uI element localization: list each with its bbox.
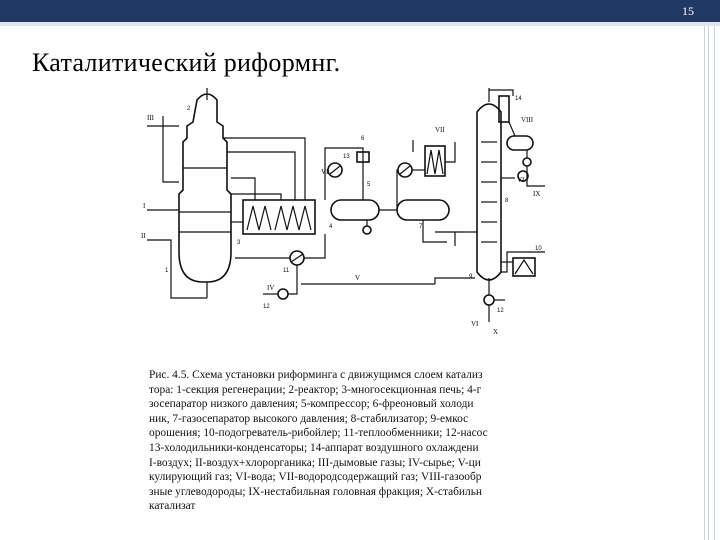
label-12b: 12: [497, 308, 504, 314]
figure-caption: [149, 368, 559, 514]
right-decorative-lines: [698, 26, 720, 540]
label-II: II: [141, 232, 146, 240]
scanned-figure: [135, 82, 560, 534]
caption-line: Рис. 4.5. Схема установки риформинга с движущимся слоем катализ: [149, 369, 483, 381]
label-4: 4: [329, 224, 333, 230]
label-3: 3: [237, 240, 241, 246]
label-IX: IX: [533, 190, 541, 198]
caption-line: кулирующий газ; VI-вода; VII-водородсодержащий газ; VIII-газообр: [149, 471, 482, 484]
bottoms-pump: [301, 278, 505, 322]
slide-title: Каталитический риформнг.: [32, 48, 341, 77]
label-VI: VI: [321, 168, 329, 176]
label-VIII: VIII: [521, 116, 534, 124]
label-11: 11: [283, 268, 290, 274]
slide-number: 15: [682, 4, 694, 18]
caption-line: I-воздух; II-воздух+хлорорганика; III-дымовые газы; IV-сырье; V-ци: [149, 456, 481, 469]
low-pressure-separator: [325, 148, 379, 234]
label-V: V: [355, 274, 361, 282]
label-5: 5: [367, 182, 371, 188]
caption-line: катализат: [149, 500, 196, 513]
label-6: 6: [361, 136, 365, 142]
header-band: [0, 0, 720, 26]
heat-exchanger-11: [235, 234, 325, 299]
process-flow-diagram: [135, 82, 560, 364]
label-III: III: [147, 114, 154, 122]
reactor-column: [179, 88, 231, 298]
label-7: 7: [419, 224, 423, 230]
label-12: 12: [263, 304, 270, 310]
left-feed-lines: [147, 116, 207, 298]
multisection-furnace: [223, 138, 315, 234]
header-band-dark: [0, 0, 720, 22]
stabilizer-column: [465, 88, 501, 280]
label-VII: VII: [435, 126, 445, 134]
header-band-light: [0, 22, 720, 26]
label-VI-right: VI: [517, 176, 525, 184]
label-2: 2: [187, 106, 191, 112]
label-1: 1: [165, 268, 169, 274]
caption-line: тора: 1-секция регенерации; 2-реактор; 3-многосекционная печь; 4-г: [149, 383, 482, 396]
air-cooler-14: [489, 90, 545, 186]
label-8: 8: [505, 198, 509, 204]
label-IV: IV: [267, 284, 275, 292]
label-10: 10: [535, 246, 542, 252]
caption-line: 13-холодильники-конденсаторы; 14-аппарат воздушного охлаждени: [149, 441, 479, 454]
label-VI-bottom: VI: [471, 320, 479, 328]
reboiler-10: [501, 252, 545, 276]
label-9: 9: [469, 274, 473, 280]
high-pressure-separator: [397, 200, 465, 246]
label-13: 13: [343, 154, 350, 160]
caption-line: ник, 7-газосепаратор высокого давления; 8-стабилизатор; 9-емкос: [149, 412, 469, 425]
caption-line: зные углеводороды; IX-нестабильная головная фракция; X-стабильн: [149, 485, 482, 498]
label-14: 14: [515, 96, 522, 102]
label-X: X: [493, 328, 499, 336]
caption-line: зосепаратор низкого давления; 5-компрессор; 6-фреоновый холоди: [149, 398, 474, 411]
caption-line: орошения; 10-подогреватель-рибойлер; 11-теплообменники; 12-насос: [149, 427, 488, 440]
label-I: I: [143, 202, 146, 210]
